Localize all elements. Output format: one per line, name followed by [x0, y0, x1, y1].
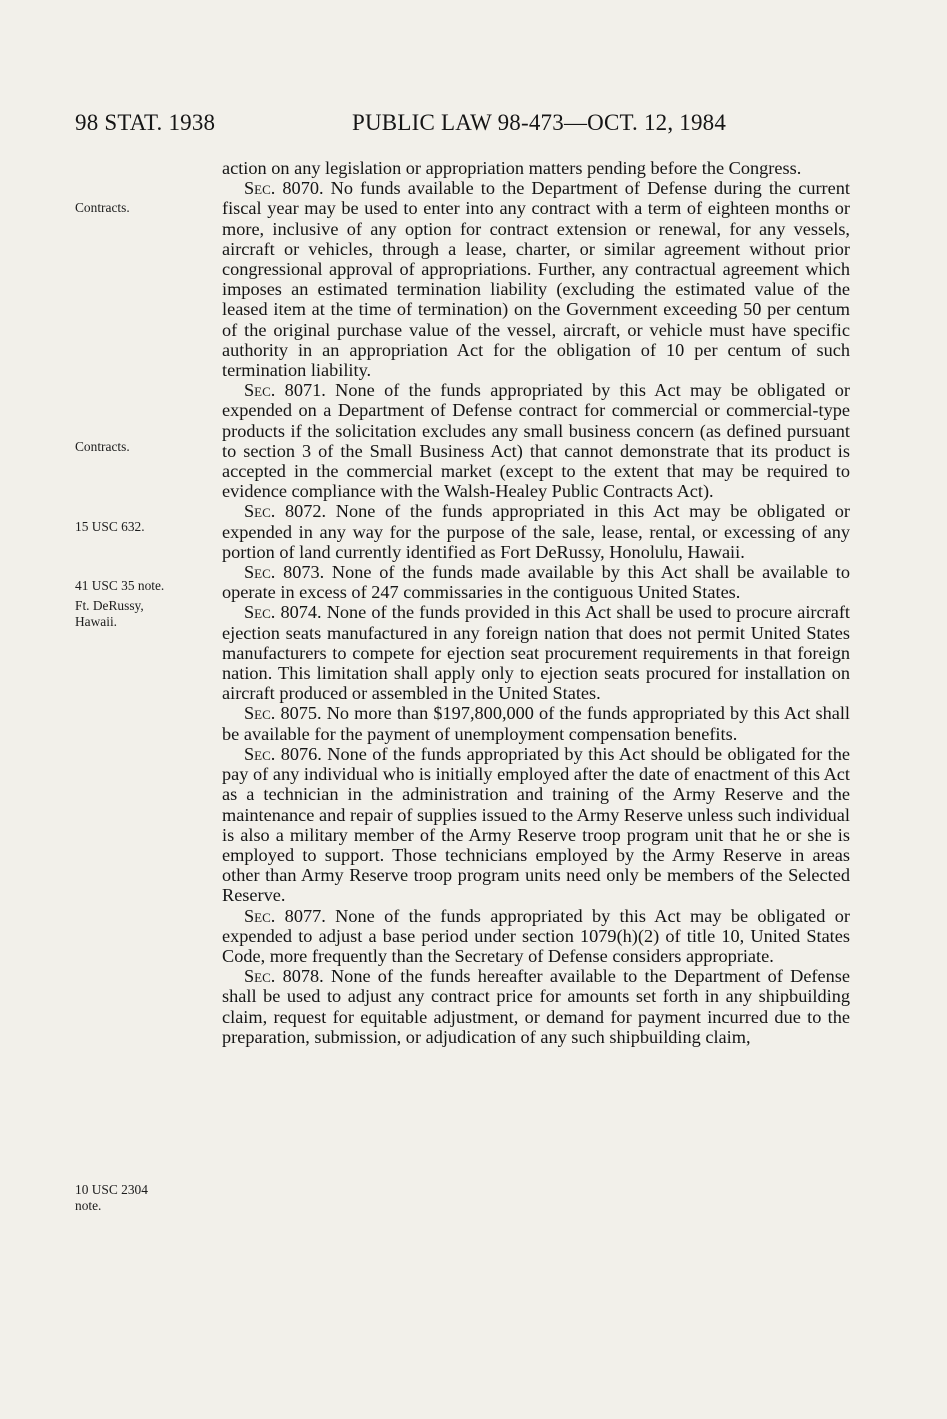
section-label: Sec. 8074.: [244, 602, 322, 623]
margin-note-ft-derussy: [75, 598, 144, 630]
margin-note-15-usc-632: 15 USC 632.: [75, 519, 145, 534]
section-8074: [222, 602, 850, 703]
section-text: No funds available to the Department of Defense during the current fiscal year may be used to enter into any contract with a term of eighteen months or more, inclusive of any option for contract extension or renewal, for any vessels, aircraft or vehicles, through a lease, charter, or similar agreement without prior congressional approval of appropriations. Further, any contractual agreement which imposes an estimated termination liability (excluding the estimated value of the leased item at the time of termination) on the Government exceeding 50 per centum of the original purchase value of the vessel, aircraft, or vehicle must have specific authority in an appropriation Act for the obligation of 10 per centum of such termination liability.: [222, 178, 850, 381]
stat-citation: 98 STAT. 1938: [75, 110, 216, 135]
section-8070: [222, 178, 850, 380]
section-text: None of the funds hereafter available to the Department of Defense shall be used to adjust any contract price for amounts set forth in any shipbuilding claim, request for equitable adjustment, or demand for payment incurred due to the preparation, submission, or adjudication of any such shipbuilding claim,: [222, 966, 850, 1047]
section-label: Sec. 8072.: [244, 501, 327, 522]
section-8071: [222, 380, 850, 501]
section-text: None of the funds appropriated in this Act may be obligated or expended in any way for the purpose of the sale, lease, rental, or excessing of any portion of land currently identified as Fort DeRussy, Honolulu, Hawaii.: [222, 501, 850, 562]
section-text: None of the funds made available by this Act shall be available to operate in excess of 247 commissaries in the contiguous United States.: [222, 562, 850, 603]
margin-note-10-usc-2304: [75, 1182, 148, 1214]
margin-note-ft-derussy-line2: Hawaii.: [75, 614, 118, 629]
section-text: None of the funds provided in this Act shall be used to procure aircraft ejection seats manufactured in any foreign nation that does not permit United States manufacturers to compete for ejection seat procurement requirements in that foreign nation. This limitation shall apply only to ejection seats procured for installation on aircraft produced or assembled in the United States.: [222, 602, 850, 704]
section-8075: [222, 703, 850, 743]
statute-body: [222, 158, 850, 1047]
section-label: Sec. 8070.: [244, 178, 324, 199]
margin-note-ft-derussy-line1: Ft. DeRussy,: [75, 598, 144, 613]
margin-note-10-usc-2304-line2: note.: [75, 1198, 102, 1213]
margin-note-10-usc-2304-line1: 10 USC 2304: [75, 1182, 148, 1197]
section-8072: [222, 501, 850, 562]
section-label: Sec. 8071.: [244, 380, 326, 401]
section-8078: [222, 966, 850, 1047]
section-text: No more than $197,800,000 of the funds appropriated by this Act shall be available for the payment of unemployment compensation benefits.: [222, 703, 850, 744]
section-label: Sec. 8077.: [244, 905, 326, 926]
continuation-paragraph: action on any legislation or appropriation matters pending before the Congress.: [222, 158, 802, 178]
section-label: Sec. 8076.: [244, 743, 322, 764]
section-8076: [222, 744, 850, 906]
public-law-title: PUBLIC LAW 98-473—OCT. 12, 1984: [352, 110, 727, 135]
margin-note-contracts-8071: Contracts.: [75, 439, 130, 454]
section-8077: [222, 906, 850, 967]
section-label: Sec. 8078.: [244, 966, 324, 987]
section-text: None of the funds appropriated by this Act may be obligated or expended to adjust a base period under section 1079(h)(2) of title 10, United States Code, more frequently than the Secretary of Defense considers appropriate.: [222, 905, 850, 966]
margin-note-41-usc-35: 41 USC 35 note.: [75, 578, 165, 593]
section-label: Sec. 8075.: [244, 703, 322, 724]
section-text: None of the funds appropriated by this Act may be obligated or expended on a Department of Defense contract for commercial or commercial-type products if the solicitation excludes any small business concern (as defined pursuant to section 3 of the Small Business Act) that cannot demonstrate that its product is accepted in the commercial market (except to the extent that may be required to evidence compliance with the Walsh-Healey Public Contracts Act).: [222, 380, 850, 502]
section-text: None of the funds appropriated by this Act should be obligated for the pay of any individual who is initially employed after the date of enactment of this Act as a technician in the administration and training of the Army Reserve and the maintenance and repair of supplies issued to the Army Reserve unless such individual is also a military member of the Army Reserve troop program unit that he or she is employed to support. Those technicians employed by the Army Reserve in areas other than Army Reserve troop program units need only be members of the Selected Reserve.: [222, 743, 850, 906]
margin-note-contracts-8070: Contracts.: [75, 200, 130, 215]
section-8073: [222, 562, 850, 602]
section-label: Sec. 8073.: [244, 562, 325, 583]
